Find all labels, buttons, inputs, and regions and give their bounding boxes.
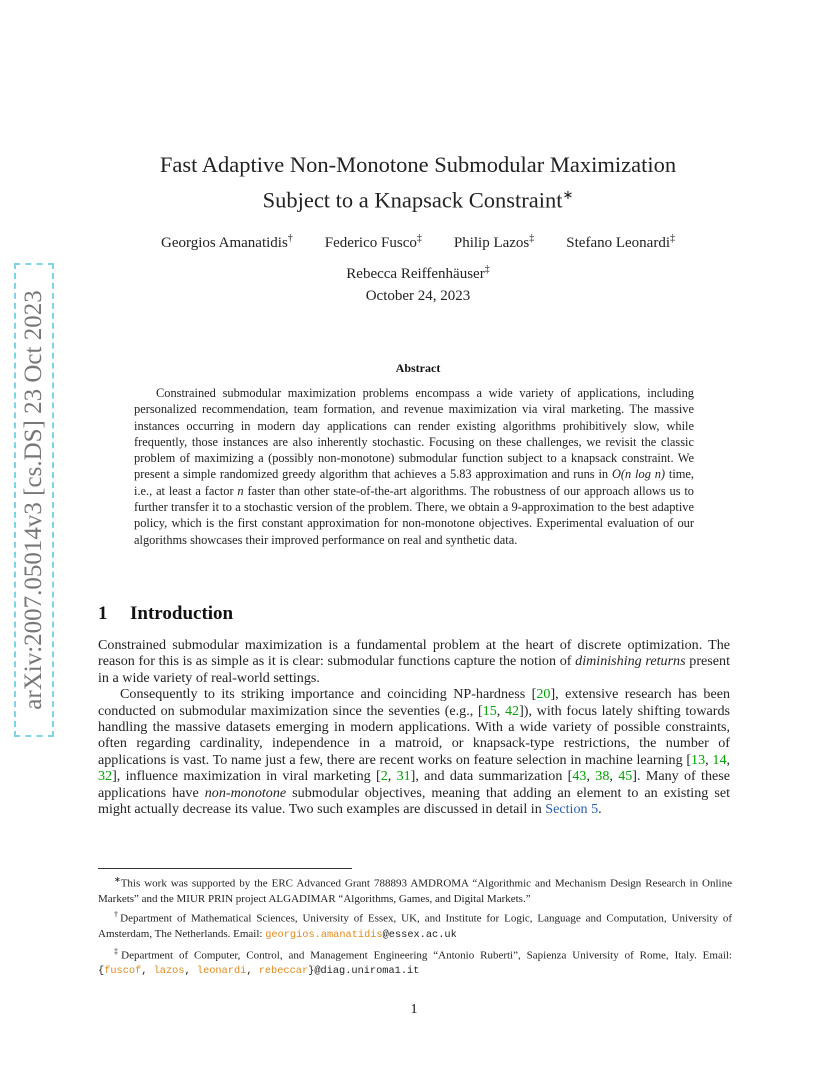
paragraph-text: Consequently to its striking importance and coinciding NP-hardness [	[120, 686, 537, 703]
paper-title	[98, 150, 738, 216]
citation-link[interactable]: 45	[618, 768, 633, 785]
abstract-text: faster than other state-of-the-art algorithms. The robustness of our approach allows us to further transfer it to a stochastic version of the problem. There, we obtain a 9-approximation to the best adaptive policy, which is the first constant approximation for non-monotone objectives. Experimental evaluation of our algorithms showcases their improved performance on real and synthetic data.	[134, 483, 695, 547]
paragraph-text: ], influence maximization in viral marketing [	[112, 768, 381, 785]
footnote-mark: ‡	[114, 946, 122, 956]
author-name: Federico Fusco	[324, 235, 417, 251]
email-link[interactable]: georgios.amanatidis	[265, 929, 383, 942]
author-name: Philip Lazos	[453, 235, 530, 251]
emphasis-text: diminishing returns	[575, 653, 686, 670]
citation-link[interactable]: 2	[380, 768, 388, 785]
paragraph-text: ], and data summarization [	[410, 768, 573, 785]
email-domain: @diag.uniroma1.it	[314, 965, 420, 978]
title-line-1: Fast Adaptive Non-Monotone Submodular Maximization	[159, 152, 677, 177]
publication-date: October 24, 2023	[365, 288, 471, 304]
paragraph-text: Constrained submodular maximization is a fundamental problem at the heart of discrete optimization. The reason for this is as simple as it is clear: submodular functions capture the notion of	[98, 637, 730, 670]
footnote-text: This work was supported by the ERC Advanced Grant 788893 AMDROMA “Algorithmic and Mechanism Design Research in Online Markets” and the MIUR PRIN project ALGADIMAR “Algorithms, Games, and Digital Markets.”	[98, 877, 732, 905]
citation-link[interactable]: 13	[691, 751, 706, 768]
complexity-formula: O(n log n)	[611, 467, 666, 482]
footnote-divider	[98, 868, 352, 869]
author-affiliation-mark: ‡	[670, 233, 675, 244]
paragraph-text: ], extensive research has been conducted on submodular maximization since the seventies (e.g., [	[98, 686, 730, 719]
email-brace-open: {	[98, 965, 105, 978]
paragraph-text: ]), with focus lately shifting towards handling the massive datasets emerging in modern applications. With a wide variety of possible constraints, often regarding cardinality, independence in a matroid, or knapsack-type restrictions, the number of applications is vast. To name just a few, there are recent works on feature selection in machine learning [	[98, 702, 731, 768]
author-affiliation-mark: ‡	[416, 233, 422, 244]
citation-link[interactable]: 20	[536, 686, 551, 703]
section-number: 1	[98, 603, 108, 624]
citation-link[interactable]: 31	[396, 768, 411, 785]
citation-link[interactable]: 15	[482, 702, 497, 719]
email-link[interactable]: lazos	[153, 965, 185, 978]
abstract-heading: Abstract	[395, 361, 441, 375]
email-link[interactable]: rebeccar	[258, 965, 309, 978]
title-footnote-mark: ∗	[562, 187, 574, 202]
author-fusco	[325, 228, 422, 254]
email-domain: @essex.ac.uk	[382, 929, 457, 942]
citation-link[interactable]: 42	[504, 702, 520, 719]
footnote-essex-affiliation	[98, 907, 732, 943]
author-affiliation-mark: ‡	[484, 264, 490, 275]
author-row	[98, 228, 738, 254]
footnote-mark: ∗	[114, 875, 121, 884]
email-link[interactable]: fuscof	[104, 965, 142, 978]
section-reference-link[interactable]: Section 5	[545, 801, 599, 818]
page-number: 1	[410, 1002, 418, 1017]
paragraph-text: ]. Many of these applications have	[98, 768, 731, 801]
author-lazos	[454, 228, 534, 254]
email-link[interactable]: leonardi	[196, 965, 247, 978]
arxiv-identifier-text: arXiv:2007.05014v3 [cs.DS] 23 Oct 2023	[20, 290, 47, 710]
author-affiliation-mark: †	[287, 233, 293, 244]
author-name: Stefano Leonardi	[566, 235, 670, 251]
footnote-mark: †	[114, 910, 121, 920]
section-title: Introduction	[130, 603, 234, 624]
abstract-body	[134, 385, 694, 548]
emphasis-text: non-monotone	[204, 784, 287, 801]
author-name: Georgios Amanatidis	[160, 235, 288, 251]
footnote-text: Department of Computer, Control, and Management Engineering “Antonio Ruberti”, Sapienza University of Rome, Italy. Email:	[121, 949, 733, 962]
email-brace-close: }	[308, 965, 315, 978]
email-separator: ,	[141, 965, 154, 978]
arxiv-identifier-stamp[interactable]	[14, 263, 54, 737]
citation-link[interactable]: 38	[595, 768, 610, 785]
citation-link[interactable]: 14	[712, 751, 727, 768]
title-line-2-text: Subject to a Knapsack Constraint	[262, 187, 563, 213]
factor-variable: n	[237, 483, 244, 498]
author-row	[98, 259, 738, 285]
title-line-2	[98, 180, 738, 216]
footnote-text: Department of Mathematical Sciences, University of Essex, UK, and Institute for Logic, Language and Computation, University of Amsterdam, The Netherlands. Email:	[98, 912, 733, 941]
citation-link[interactable]: 32	[98, 768, 113, 785]
abstract-text: time, i.e., at least a factor	[134, 467, 695, 498]
author-reiffenhauser	[346, 259, 489, 285]
author-affiliation-mark: ‡	[529, 233, 535, 244]
footnote-sapienza-affiliation	[98, 944, 732, 980]
footnotes	[98, 872, 732, 980]
email-separator: ,	[246, 965, 259, 978]
abstract-text: Constrained submodular maximization problems encompass a wide variety of applications, including personalized recommendation, team formation, and revenue maximization via viral marketing. The massive instances occurring in modern day applications can render existing algorithms prohibitively slow, while frequently, those instances are also inherently stochastic. Focusing on these challenges, we revisit the classic problem of maximizing a (possibly non-monotone) submodular function subject to a knapsack constraint. We present a simple randomized greedy algorithm that achieves a 5.83 approximation and runs in	[134, 386, 694, 482]
author-list	[98, 228, 738, 285]
author-leonardi	[566, 228, 675, 254]
paragraph-text: .	[598, 801, 602, 818]
paragraph: Consequently to its striking importance and coinciding NP-hardness [20], extensive research has been conducted on submodular maximization since the seventies (e.g., [15, 42]), with focus lately shifting towards handling the massive datasets emerging in modern applications. With a wide variety of possible constraints, often regarding cardinality, independence in a matroid, or knapsack-type restrictions, the number of applications is vast. To name just a few, there are recent works on feature selection in machine learning [13, 14, 32], influence maximization in viral marketing [2, 31], and data summarization [43, 38, 45]. Many of these applications have non-monotone submodular objectives, meaning that adding an element to an existing set might actually decrease its value. Two such examples are discussed in detail in Section 5.	[98, 686, 731, 818]
paragraph-text: present in a wide variety of real-world settings.	[98, 653, 730, 686]
section-heading	[98, 603, 233, 625]
author-name: Rebecca Reiffenhäuser	[346, 266, 485, 282]
introduction-body	[98, 637, 730, 817]
email-separator: ,	[184, 965, 197, 978]
author-amanatidis	[161, 228, 293, 254]
paragraph-text: submodular objectives, meaning that adding an element to an existing set might actually decrease its value. Two such examples are discussed in detail in	[98, 784, 730, 818]
citation-link[interactable]: 43	[572, 768, 587, 785]
paragraph	[98, 637, 730, 686]
footnote-funding	[98, 872, 732, 907]
